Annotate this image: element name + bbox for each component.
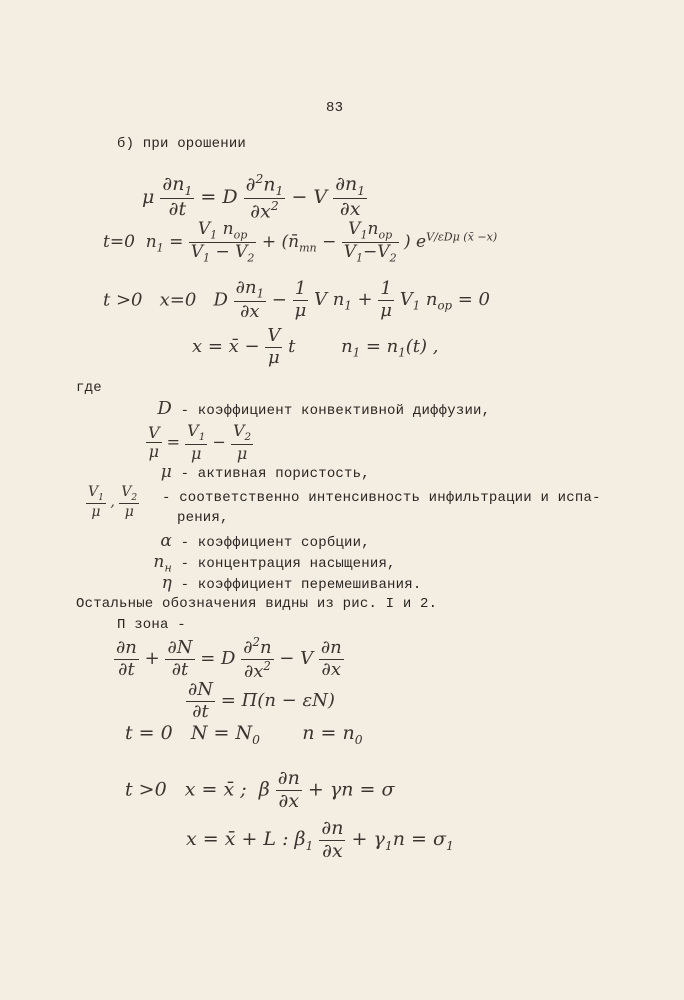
- eq-zone2-kinetics: $\frac{\partial N}{\partial t}$ = Π(n − εN): [188, 679, 335, 722]
- section-b-heading: б) при орошении: [117, 136, 247, 152]
- eq-zone2-right-bc: x = x̄ + L : $\beta_1$ $\frac{\partial n}{\partial x}$ + $\gamma_1n = \sigma_1$: [186, 817, 454, 862]
- def-diffusion: D - коэффициент конвективной диффузии,: [142, 398, 490, 419]
- def-infiltration: - соответственно интенсивность инфильтрации и испа-: [162, 490, 601, 506]
- def-infiltration-cont: рения,: [177, 510, 229, 526]
- eq-zone2-pde: $\frac{\partial n}{\partial t}$ + $\frac{\partial N}{\partial t}$ = D $\frac{\partial^2n}{\partial x^2}$ − V $\frac{\partial n}{\partial x}$: [116, 635, 342, 682]
- eq-zone1-boundary: t >0 x=0 D $\frac{\partial n_1}{\partial x}$ − $\frac{1}{\mu}$ V $n_1$ + $\frac{1}{\mu}$ $V_1$ $n_{op} = 0$: [103, 277, 491, 323]
- where-label: где: [76, 380, 102, 396]
- def-symbol-mu: μ: [160, 462, 172, 482]
- def-symbol-v1v2: $\frac{V_1}{\mu}$ , $\frac{V_2}{\mu}$: [88, 484, 138, 521]
- def-symbol-d: D: [157, 398, 172, 419]
- def-velocity-relation: $\frac{V}{\mu}$ = $\frac{V_1}{\mu}$ − $\frac{V_2}{\mu}$: [148, 421, 252, 464]
- def-mixing: η - коэффициент перемешивания.: [142, 573, 421, 593]
- zone2-heading: П зона -: [117, 617, 186, 633]
- def-symbol-alpha: α: [160, 531, 172, 551]
- eq-zone2-left-bc: t >0 x = x̄ ; β $\frac{\partial n}{\partial x}$ + γn = σ: [125, 767, 395, 812]
- def-symbol-nn: $n_н$: [153, 552, 172, 575]
- def-porosity: μ - активная пористость,: [142, 462, 370, 482]
- def-symbol-eta: η: [161, 573, 172, 593]
- eq-zone1-initial: t=0 $n_1$ = $\frac{V_1 n_{op}}{V_1 - V_2}$ + ($n̄_{mn}$ − $\frac{V_1n_{op}}{V_1-V_2}$ ) $e^{V/\varepsilon D\mu (x̄ -x)}$: [103, 219, 498, 265]
- page-number: 83: [326, 100, 344, 116]
- def-sorption: α - коэффициент сорбции,: [142, 531, 370, 551]
- rest-note: Остальные обозначения видны из рис. I и 2.: [76, 596, 438, 612]
- eq-zone1-pde: μ $\frac{\partial n_1}{\partial t}$ = D $\frac{\partial^2n_1}{\partial x^2}$ − V $\frac{\partial n_1}{\partial x}$: [142, 172, 366, 223]
- eq-zone1-front: x = x̄ − $\frac{V}{\mu}$ t $n_1 = n_1(t)$ ,: [192, 325, 439, 368]
- eq-zone2-initial: t = 0 $N = N_0$ $n = n_0$: [125, 722, 363, 747]
- def-saturation: $n_н$ - концентрация насыщения,: [142, 552, 396, 574]
